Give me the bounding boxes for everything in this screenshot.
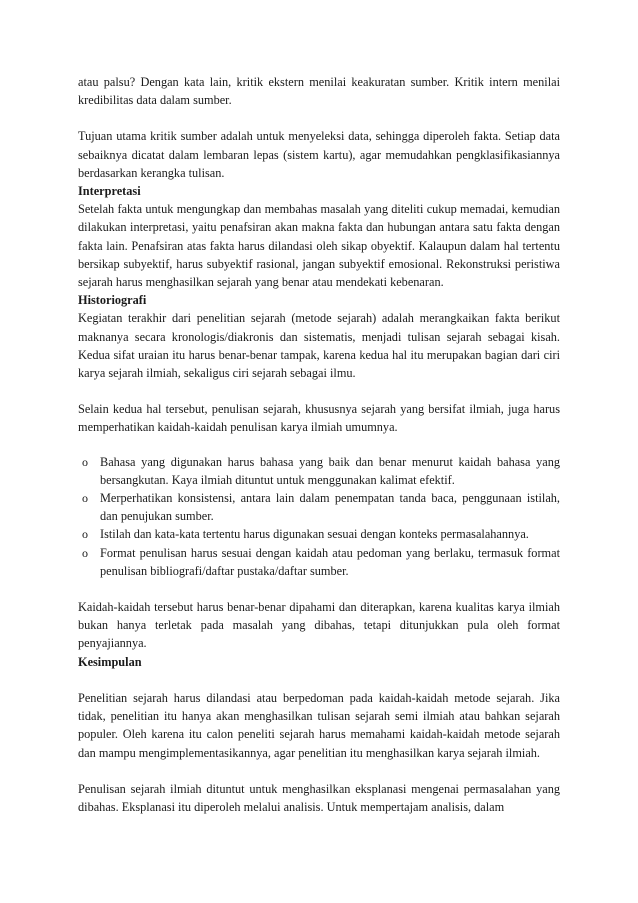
document-page — [78, 73, 560, 816]
heading-interpretasi: Interpretasi — [78, 184, 141, 199]
list-item-text: Istilah dan kata-kata tertentu harus digunakan sesuai dengan konteks permasalahannya. — [100, 527, 529, 542]
paragraph-kesimpulan-1: Penelitian sejarah harus dilandasi atau berpedoman pada kaidah-kaidah metode sejarah. Jika tidak, penelitian itu hanya akan menghasilkan tulisan sejarah semi ilmiah atau bahkan sejarah populer. Oleh karena itu calon peneliti sejarah harus memahami kaidah-kaidah metode sejarah dan mampu mengimplementasikannya, agar penelitian itu menghasilkan karya sejarah ilmiah. — [78, 690, 560, 760]
paragraph-historiografi: Kegiatan terakhir dari penelitian sejarah (metode sejarah) adalah merangkaikan fakta berikut maknanya secara kronologis/diakronis dan sistematis, menjadi tulisan sejarah sebagai kisah. Kedua sifat uraian itu harus benar-benar tampak, karena kedua hal itu merupakan bagian dari ciri karya sejarah ilmiah, sekaligus ciri sejarah sebagai ilmu. — [78, 311, 560, 381]
paragraph-kualitas-karya-ilmiah: Kaidah-kaidah tersebut harus benar-benar dipahami dan diterapkan, karena kualitas karya ilmiah bukan hanya terletak pada masalah yang dibahas, tetapi ditunjukkan pula oleh format penyajiannya. — [78, 600, 560, 651]
list-item — [78, 544, 560, 580]
heading-historiografi: Historiografi — [78, 293, 147, 308]
paragraph-interpretasi: Setelah fakta untuk mengungkap dan membahas masalah yang diteliti cukup memadai, kemudian dilakukan interpretasi, yaitu penafsiran akan makna fakta dan hubungan antara satu fakta dengan fakta lain. Penafsiran atas fakta harus dilandasi oleh sikap obyektif. Kalaupun dalam hal tertentu bersikap subyektif, harus subyektif rasional, jangan subyektif emosional. Rekonstruksi peristiwa sejarah harus menghasilkan sejarah yang benar atau mendekati kebenaran. — [78, 202, 560, 290]
list-item — [78, 489, 560, 525]
paragraph-tujuan-kritik-sumber: Tujuan utama kritik sumber adalah untuk menyeleksi data, sehingga diperoleh fakta. Setiap data sebaiknya dicatat dalam lembaran lepas (sistem kartu), agar memudahkan pengklasifikasiannya berdasarkan kerangka tulisan. — [78, 129, 560, 180]
list-item-text: Format penulisan harus sesuai dengan kaidah atau pedoman yang berlaku, termasuk format penulisan bibliografi/daftar pustaka/daftar sumber. — [100, 545, 560, 578]
paragraph-kaidah-penulisan: Selain kedua hal tersebut, penulisan sejarah, khususnya sejarah yang bersifat ilmiah, juga harus memperhatikan kaidah-kaidah penulisan karya ilmiah umumnya. — [78, 402, 560, 435]
circle-bullet-icon: o — [82, 527, 88, 542]
kaidah-bullet-list — [78, 453, 560, 580]
circle-bullet-icon: o — [82, 545, 88, 560]
paragraph-kesimpulan-2: Penulisan sejarah ilmiah dituntut untuk menghasilkan eksplanasi mengenai permasalahan yang dibahas. Eksplanasi itu diperoleh melalui analisis. Untuk mempertajam analisis, dalam — [78, 781, 560, 814]
heading-kesimpulan: Kesimpulan — [78, 654, 142, 669]
list-item-text: Merperhatikan konsistensi, antara lain dalam penempatan tanda baca, penggunaan istilah, dan penujukan sumber. — [100, 491, 560, 524]
list-item-text: Bahasa yang digunakan harus bahasa yang baik dan benar menurut kaidah bahasa yang bersangkutan. Kaya ilmiah dituntut untuk menggunakan kalimat efektif. — [100, 454, 560, 487]
paragraph-kritik-ekstern-intern: atau palsu? Dengan kata lain, kritik ekstern menilai keakuratan sumber. Kritik intern menilai kredibilitas data dalam sumber. — [78, 75, 560, 108]
circle-bullet-icon: o — [82, 491, 88, 506]
list-item — [78, 525, 560, 543]
circle-bullet-icon: o — [82, 454, 88, 469]
list-item — [78, 453, 560, 489]
